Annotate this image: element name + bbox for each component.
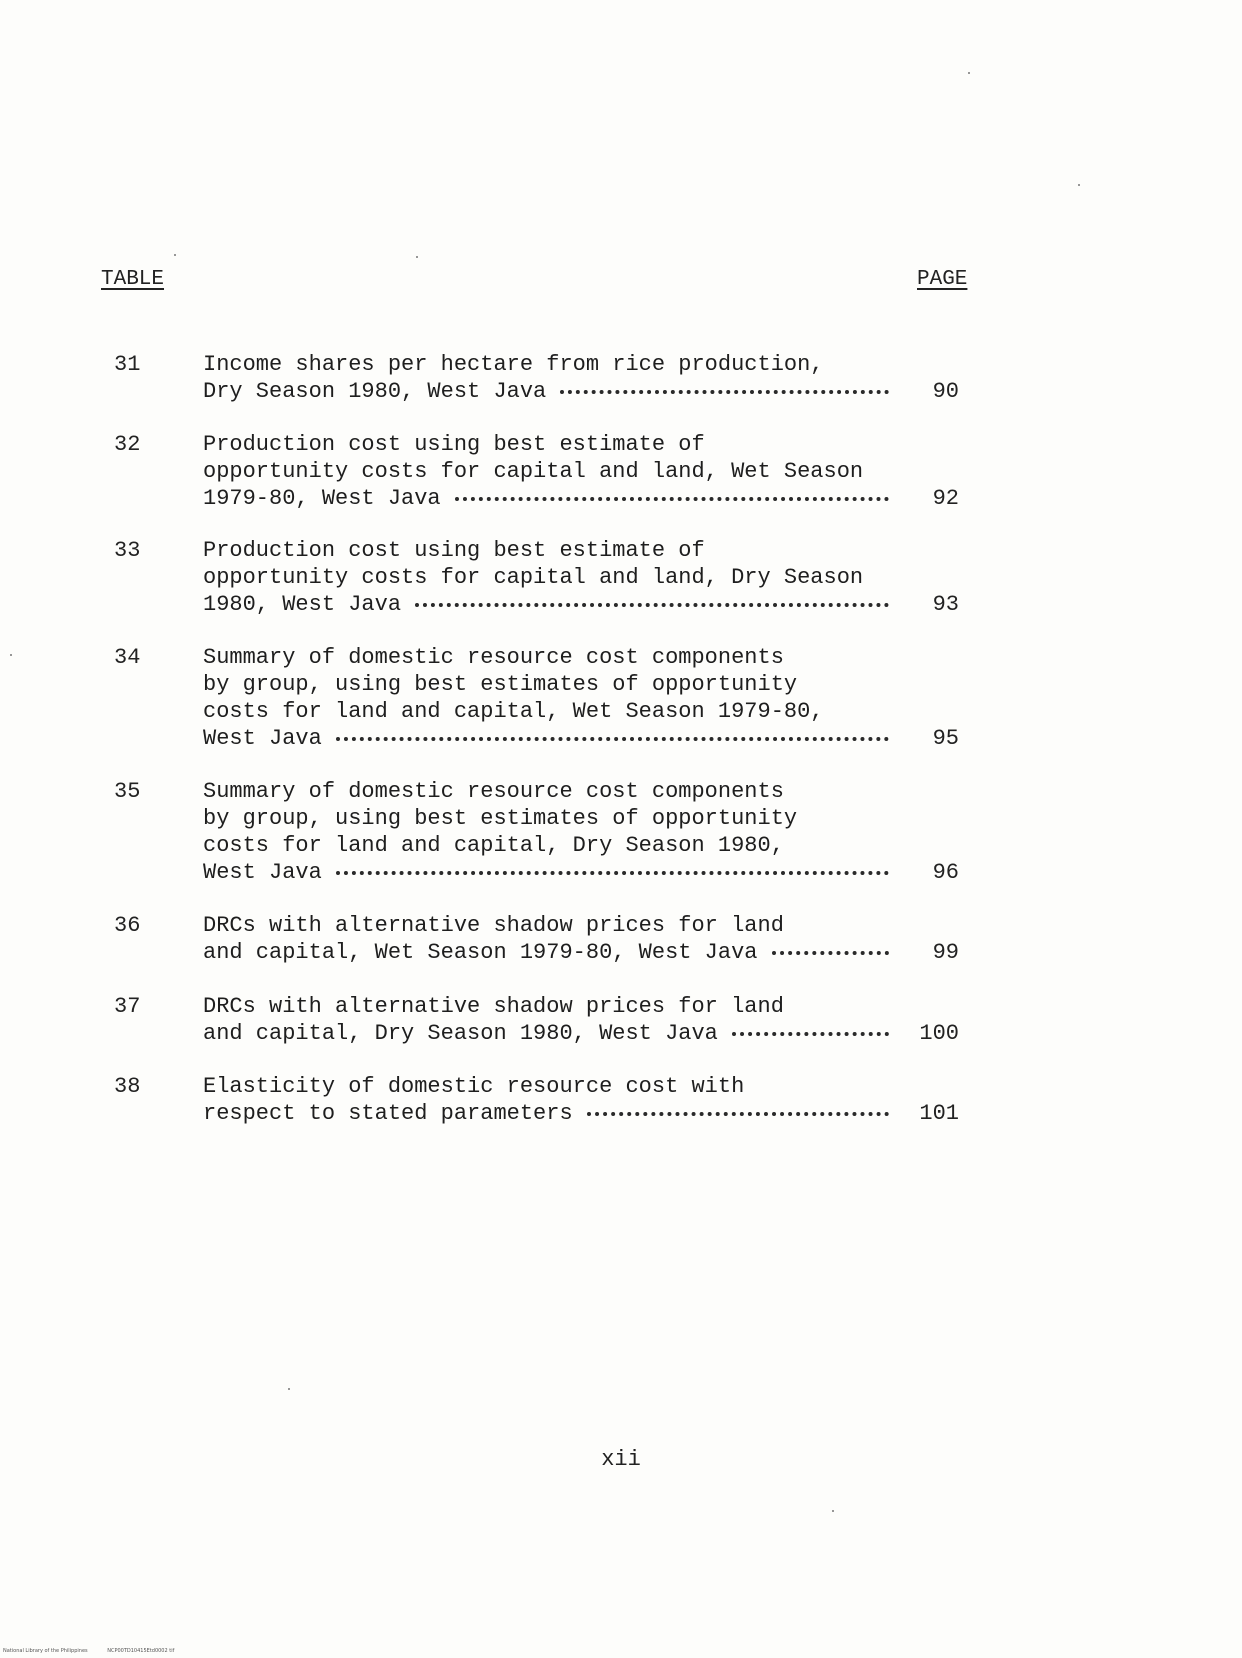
table-number: 33 [114,538,141,563]
title-last-line [203,1100,889,1127]
scan-speck [968,72,970,74]
title-line: costs for land and capital, Dry Season 1980, [203,833,784,858]
dot-leader [455,493,889,501]
entry-title [203,993,893,1047]
entry-title [203,1073,893,1127]
title-line: Summary of domestic resource cost components [203,645,784,670]
dot-leader [415,599,889,607]
dot-leader [560,386,889,394]
page-number: 92 [932,486,959,511]
entry-title [203,644,893,752]
page-number: 90 [932,379,959,404]
title-line: Elasticity of domestic resource cost with [203,1074,745,1099]
title-line: Income shares per hectare from rice production, [203,352,824,377]
entry-title [203,778,893,886]
page-number: 100 [919,1021,959,1046]
title-line: West Java [203,860,322,885]
page-column-header: PAGE [917,268,968,291]
title-line: DRCs with alternative shadow prices for land [203,913,784,938]
title-last-line [203,591,889,618]
page-folio: xii [601,1447,641,1472]
table-number: 35 [114,779,141,804]
title-line: opportunity costs for capital and land, Wet Season [203,459,864,484]
title-last-line [203,1020,889,1047]
title-line: Production cost using best estimate of [203,432,705,457]
footer-library: National Library of the Philippines [3,1648,88,1654]
page-number: 99 [932,940,959,965]
dot-leader [772,947,890,955]
title-line: by group, using best estimates of opportunity [203,806,798,831]
title-line: respect to stated parameters [203,1101,573,1126]
scan-speck [1078,184,1080,186]
title-last-line [203,939,889,966]
page-number: 101 [919,1101,959,1126]
scan-speck [288,1388,290,1390]
table-number: 31 [114,352,141,377]
page-number: 93 [932,592,959,617]
dot-leader [336,733,889,741]
scan-speck [174,254,176,256]
table-column-header: TABLE [101,268,165,291]
title-line: Dry Season 1980, West Java [203,379,547,404]
title-line: and capital, Wet Season 1979-80, West Java [203,940,758,965]
title-last-line [203,378,889,405]
footer-code: NCP00TD10415Etd0002 tif [107,1648,175,1654]
scan-footer [3,1648,192,1654]
entry-title [203,912,893,966]
table-number: 32 [114,432,141,457]
dot-leader [336,867,889,875]
table-number: 36 [114,913,141,938]
title-line: Production cost using best estimate of [203,538,705,563]
entry-title [203,431,893,512]
title-line: costs for land and capital, Wet Season 1979-80, [203,699,824,724]
table-number: 34 [114,645,141,670]
title-line: West Java [203,726,322,751]
title-last-line [203,725,889,752]
dot-leader [732,1028,889,1036]
entry-title [203,537,893,618]
title-line: 1979-80, West Java [203,486,441,511]
scan-speck [416,256,418,258]
title-last-line [203,485,889,512]
scan-speck [10,654,12,656]
page-number: 95 [932,726,959,751]
table-number: 38 [114,1074,141,1099]
title-line: by group, using best estimates of opportunity [203,672,798,697]
title-line: DRCs with alternative shadow prices for land [203,994,784,1019]
title-line: 1980, West Java [203,592,402,617]
entry-title [203,351,893,405]
dot-leader [587,1108,889,1116]
title-line: opportunity costs for capital and land, Dry Season [203,565,864,590]
title-last-line [203,859,889,886]
title-line: Summary of domestic resource cost components [203,779,784,804]
table-number: 37 [114,994,141,1019]
title-line: and capital, Dry Season 1980, West Java [203,1021,718,1046]
scan-speck [832,1510,834,1512]
page-number: 96 [932,860,959,885]
